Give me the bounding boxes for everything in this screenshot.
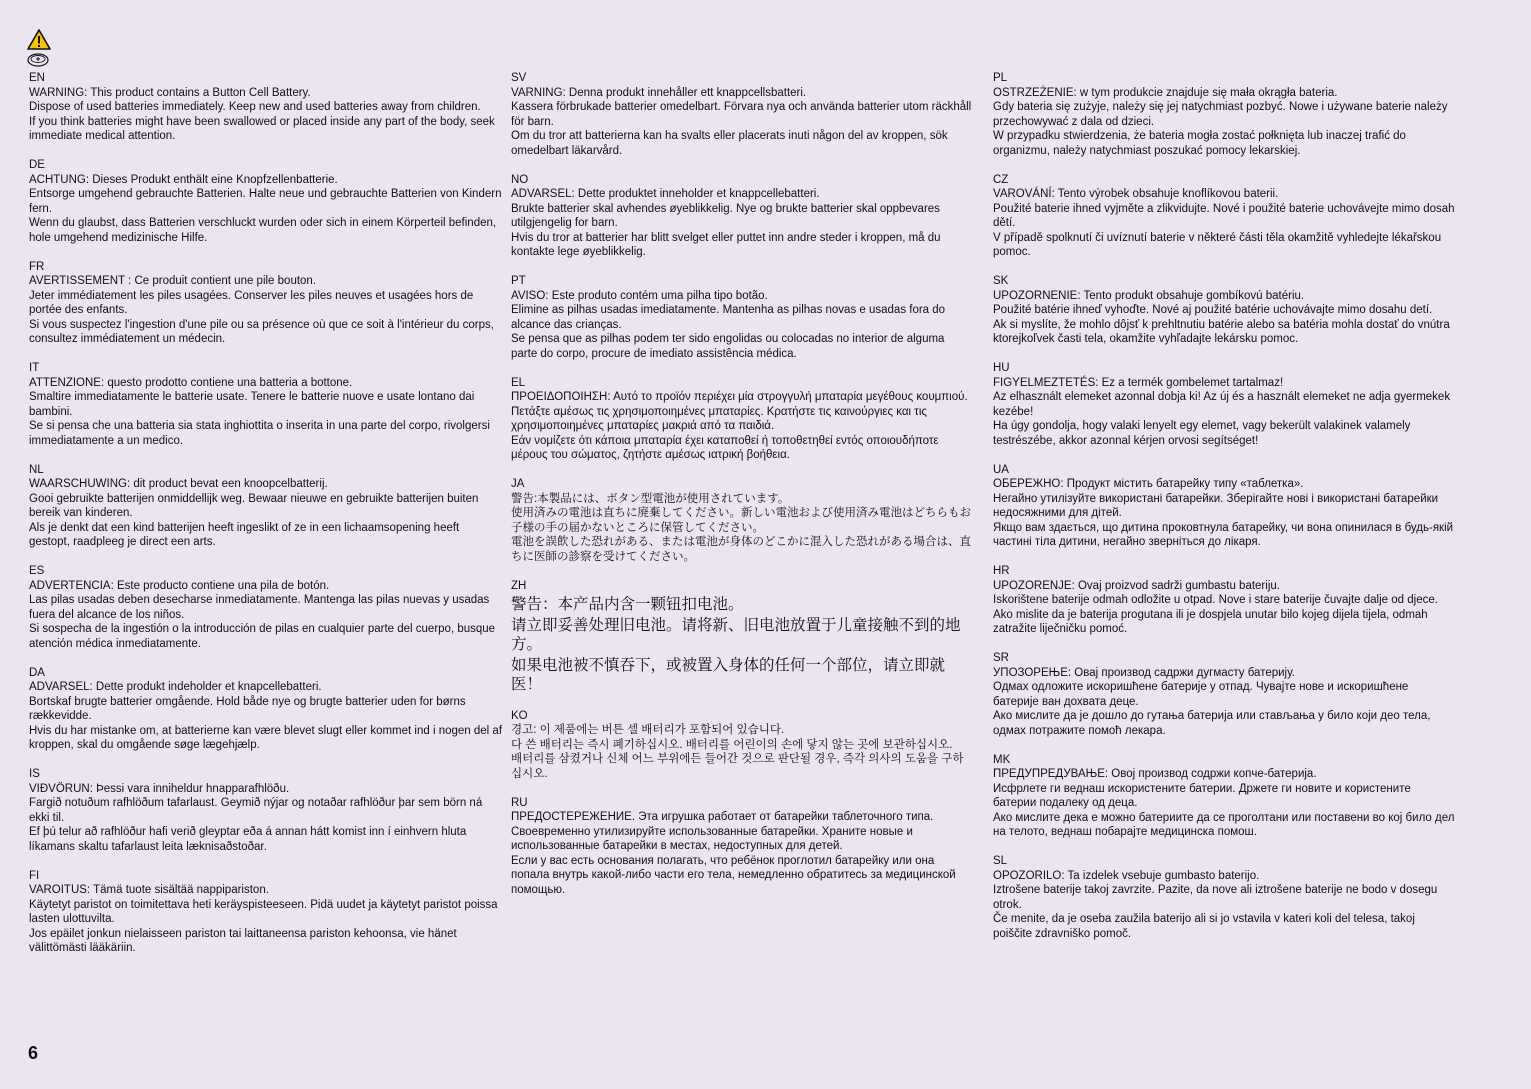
language-code: PL bbox=[993, 72, 1008, 84]
warning-paragraph: VARNING: Denna produkt innehåller ett knappcellsbatteri. bbox=[511, 86, 807, 99]
warning-section-sr bbox=[993, 651, 1455, 738]
warning-paragraph: WAARSCHUWING: dit product bevat een knoopcelbatterij. bbox=[29, 478, 328, 490]
language-code: EN bbox=[29, 72, 45, 84]
warning-section-hr bbox=[993, 564, 1455, 637]
warning-paragraph: 경고: 이 제품에는 버튼 셀 배터리가 포함되어 있습니다. bbox=[511, 724, 785, 736]
warning-paragraph: If you think batteries might have been swallowed or placed inside any part of the body, seek immediate medical attention. bbox=[29, 115, 495, 142]
warning-paragraph: OSTRZEŻENIE: w tym produkcie znajduje się mała okrągła bateria. bbox=[993, 86, 1338, 99]
warning-paragraph: 警告:本製品には、ボタン型電池が使用されています。 bbox=[511, 492, 790, 505]
language-code: UA bbox=[993, 463, 1009, 476]
warning-paragraph: Si sospecha de la ingestión o la introducción de pilas en cualquier parte del cuerpo, busque atención médica inmediatamente. bbox=[29, 623, 496, 650]
warning-paragraph: Ако мислите дека е можно батериите да се проголтани или поставени во кој било дел на телото, веднаш побарајте медицинска помош. bbox=[993, 811, 1455, 838]
warning-paragraph: 请立即妥善处理旧电池。请将新、旧电池放置于儿童接触不到的地方。 bbox=[511, 617, 961, 653]
column-2 bbox=[511, 71, 973, 912]
warning-paragraph: Iztrošene baterije takoj zavrzite. Pazite, da nove ali iztrošene baterije ne bodo v dosegu otrok. bbox=[993, 884, 1438, 911]
language-code: DA bbox=[29, 666, 45, 679]
warning-paragraph: Jos epäilet jonkun nielaisseen pariston tai laittaneensa pariston kehoonsa, vie hänet välittömästi lääkäriin. bbox=[29, 927, 457, 954]
language-code: DE bbox=[29, 159, 45, 171]
warning-section-fr bbox=[29, 260, 503, 347]
warning-section-pt bbox=[511, 274, 973, 361]
language-code: HR bbox=[993, 565, 1010, 577]
warning-paragraph: Als je denkt dat een kind batterijen heeft ingeslikt of ze in een lichaamsopening heeft gestopt, raadpleeg je direct een arts. bbox=[29, 521, 460, 548]
warning-paragraph: ADVARSEL: Dette produktet inneholder et knappcellebatteri. bbox=[511, 188, 820, 200]
warning-paragraph: Bortskaf brugte batterier omgående. Hold både nye og brugte batterier uden for børns rækkevidde. bbox=[29, 695, 466, 722]
warning-paragraph: ПРЕДУПРЕДУВАЊЕ: Овој производ содржи копче-батерија. bbox=[993, 768, 1317, 780]
warning-paragraph: Brukte batterier skal avhendes øyeblikkelig. Nye og brukte batterier skal oppbevares utilgjengelig for barn. bbox=[511, 202, 940, 229]
warning-paragraph: Fargið notuðum rafhlöðum tafarlaust. Geymið nýjar og notaðar rafhlöður þar sem börn ná ekki til. bbox=[29, 797, 483, 824]
warning-paragraph: Käytetyt paristot on toimitettava heti keräyspisteeseen. Pidä uudet ja käytetyt paristot poissa lasten ulottuvilta. bbox=[29, 898, 498, 925]
warning-section-cz bbox=[993, 173, 1455, 260]
language-code: SR bbox=[993, 652, 1009, 664]
warning-paragraph: Elimine as pilhas usadas imediatamente. Mantenha as pilhas novas e usadas fora do alcance das crianças. bbox=[511, 304, 946, 331]
warning-paragraph: Se si pensa che una batteria sia stata inghiottita o inserita in una parte del corpo, rivolgersi immediatamente a un medico. bbox=[29, 420, 490, 447]
warning-paragraph: Своевременно утилизируйте использованные батарейки. Храните новые и использованные батарейки в местах, недоступных для детей. bbox=[511, 825, 913, 852]
warning-paragraph: 배터리를 삼켰거나 신체 어느 부위에든 들어간 것으로 판단될 경우, 즉각 의사의 도움을 구하십시오. bbox=[511, 753, 964, 780]
warning-section-ko bbox=[511, 709, 973, 782]
warning-paragraph: Použité batérie ihneď vyhoďte. Nové aj použité batérie uchovávajte mimo dosahu detí. bbox=[993, 304, 1433, 316]
warning-paragraph: Якщо вам здається, що дитина проковтнула батарейку, чи вона опинилася в будь-якій частині тіла дитини, негайно зверніться до лікаря. bbox=[993, 521, 1454, 548]
language-code: CZ bbox=[993, 173, 1009, 186]
language-code: HU bbox=[993, 362, 1010, 374]
warning-paragraph: Исфрлете ги веднаш искористените батерии. Држете ги новите и користените батерии подалеку од деца. bbox=[993, 782, 1411, 809]
language-code: ES bbox=[29, 565, 45, 577]
warning-triangle-icon bbox=[27, 29, 51, 50]
warning-section-fi bbox=[29, 869, 503, 956]
language-code: EL bbox=[511, 376, 526, 389]
warning-paragraph: Použité baterie ihned vyjměte a zlikvidujte. Nové i použité baterie uchovávejte mimo dosah dětí. bbox=[993, 202, 1455, 229]
warning-section-is bbox=[29, 767, 503, 854]
warning-paragraph: V případě spolknutí či uvíznutí baterie v některé části těla okamžitě vyhledejte lékařskou pomoc. bbox=[993, 231, 1442, 258]
warning-paragraph: VAROITUS: Tämä tuote sisältää nappipariston. bbox=[29, 884, 269, 896]
warning-section-nl bbox=[29, 463, 503, 550]
warning-paragraph: Las pilas usadas deben desecharse inmediatamente. Mantenga las pilas nuevas y usadas fuera del alcance de los niños. bbox=[29, 594, 490, 621]
warning-paragraph: FIGYELMEZTETÉS: Ez a termék gombelemet tartalmaz! bbox=[993, 376, 1284, 389]
warning-section-ua bbox=[993, 463, 1455, 550]
warning-section-ja bbox=[511, 477, 973, 564]
warning-paragraph: Εάν νομίζετε ότι κάποια μπαταρία έχει καταποθεί ή τοποθετηθεί εντός οποιουδήποτε μέρους του σώματος, ζητήστε αμέσως ιατρική βοήθεια. bbox=[511, 434, 939, 461]
warning-paragraph: WARNING: This product contains a Button Cell Battery. bbox=[29, 86, 311, 99]
warning-section-sl bbox=[993, 854, 1455, 941]
warning-section-hu bbox=[993, 361, 1455, 448]
warning-paragraph: Entsorge umgehend gebrauchte Batterien. Halte neue und gebrauchte Batterien von Kindern fern. bbox=[29, 188, 502, 215]
warning-paragraph: ОБЕРЕЖНО: Продукт містить батарейку типу «таблетка». bbox=[993, 478, 1304, 490]
warning-section-sk bbox=[993, 274, 1455, 347]
language-code: MK bbox=[993, 753, 1011, 766]
warning-paragraph: ADVARSEL: Dette produkt indeholder et knapcellebatteri. bbox=[29, 681, 322, 693]
language-code: JA bbox=[511, 478, 525, 490]
warning-paragraph: W przypadku stwierdzenia, że bateria mogła zostać połknięta lub inaczej trafić do organizmu, należy natychmiast poszukać pomocy lekarskiej. bbox=[993, 130, 1406, 157]
language-code: FI bbox=[29, 869, 40, 882]
language-code: SL bbox=[993, 855, 1008, 867]
warning-section-sv bbox=[511, 71, 973, 158]
language-code: PT bbox=[511, 275, 526, 287]
warning-paragraph: Iskorištene baterije odmah odložite u otpad. Nove i stare baterije čuvajte dalje od djece. bbox=[993, 594, 1438, 606]
warning-section-it bbox=[29, 361, 503, 448]
warning-paragraph: Hvis du tror at batterier har blitt svelget eller puttet inn andre steder i kroppen, må du kontakte lege øyeblikkelig. bbox=[511, 231, 941, 258]
language-code: SV bbox=[511, 72, 527, 84]
warning-paragraph: УПОЗОРЕЊЕ: Овај производ садржи дугмасту батерију. bbox=[993, 666, 1295, 679]
warning-paragraph: 如果电池被不慎吞下，或被置入身体的任何一个部位，请立即就医！ bbox=[511, 657, 946, 693]
warning-paragraph: Одмах одложите искоришћене батерије у отпад. Чувајте нове и искоришћене батерије ван дохвата деце. bbox=[993, 681, 1409, 708]
warning-section-pl bbox=[993, 71, 1455, 158]
warning-paragraph: Si vous suspectez l'ingestion d'une pile ou sa présence où que ce soit à l'intérieur du corps, consultez immédiatement un médecin. bbox=[29, 318, 494, 345]
warning-paragraph: Если у вас есть основания полагать, что ребёнок проглотил батарейку или она попала внутрь какой-либо части его тела, немедленно обратитесь за медицинской помощью. bbox=[511, 854, 956, 896]
warning-paragraph: Če menite, da je oseba zaužila baterijo ali si jo vstavila v kateri koli del telesa, takoj poiščite zdravniško pomoč. bbox=[993, 913, 1415, 940]
warning-paragraph: ACHTUNG: Dieses Produkt enthält eine Knopfzellenbatterie. bbox=[29, 173, 338, 186]
warning-section-es bbox=[29, 564, 503, 651]
language-code: RU bbox=[511, 796, 528, 809]
warning-section-el bbox=[511, 376, 973, 463]
warning-paragraph: Πετάξτε αμέσως τις χρησιμοποιημένες μπαταρίες. Κρατήστε τις καινούργιες και τις χρησιμοποιημένες μπαταρίες μακριά από τα παιδιά. bbox=[511, 405, 927, 432]
warning-paragraph: Gooi gebruikte batterijen onmiddellijk weg. Bewaar nieuwe en gebruikte batterijen buiten bereik van kinderen. bbox=[29, 492, 479, 519]
warning-section-zh bbox=[511, 579, 973, 695]
warning-paragraph: Негайно утилізуйте використані батарейки. Зберігайте нові і використані батарейки недосяжними для дітей. bbox=[993, 492, 1439, 519]
column-3 bbox=[993, 71, 1455, 956]
warning-paragraph: Wenn du glaubst, dass Batterien verschluckt wurden oder sich in einem Körperteil befinden, hole umgehend medizinische Hilfe. bbox=[29, 217, 497, 244]
warning-paragraph: Ak si myslíte, že mohlo dôjsť k prehltnutiu batérie alebo sa batéria mohla dostať do vnútra ktorejkoľvek časti tela, okamžite vyhľadajte lekársku pomoc. bbox=[993, 318, 1450, 345]
warning-paragraph: Ако мислите да је дошло до гутања батерија или стављања у било који део тела, одмах потражите помоћ лекара. bbox=[993, 710, 1431, 737]
language-code: KO bbox=[511, 709, 528, 722]
warning-paragraph: Om du tror att batterierna kan ha svalts eller placerats inuti någon del av kroppen, sök omedelbart läkarvård. bbox=[511, 130, 948, 157]
warning-paragraph: 다 쓴 배터리는 즉시 폐기하십시오. 배터리를 어린이의 손에 닿지 않는 곳에 보관하십시오. bbox=[511, 738, 953, 751]
language-code: FR bbox=[29, 260, 45, 273]
warning-paragraph: Gdy bateria się zużyje, należy się jej natychmiast pozbyć. Nowe i używane baterie należy przechowywać z dala od dzieci. bbox=[993, 101, 1448, 128]
warning-paragraph: 電池を誤飲した恐れがある、または電池が身体のどこかに混入した恐れがある場合は、直ちに医師の診察を受けてください。 bbox=[511, 536, 971, 563]
warning-paragraph: Dispose of used batteries immediately. Keep new and used batteries away from children. bbox=[29, 101, 481, 113]
warning-paragraph: AVERTISSEMENT : Ce produit contient une pile bouton. bbox=[29, 275, 317, 287]
language-code: ZH bbox=[511, 579, 527, 592]
warning-paragraph: Ha úgy gondolja, hogy valaki lenyelt egy elemet, vagy bekerült valakinek valamely testrészébe, akkor azonnal kérjen orvosi segítséget! bbox=[993, 420, 1411, 447]
language-code: SK bbox=[993, 275, 1009, 287]
warning-paragraph: VAROVÁNÍ: Tento výrobek obsahuje knoflíkovou baterii. bbox=[993, 188, 1279, 200]
warning-icons bbox=[27, 29, 53, 67]
warning-paragraph: Smaltire immediatamente le batterie usate. Tenere le batterie nuove e usate lontano dai bambini. bbox=[29, 391, 475, 418]
warning-section-de bbox=[29, 158, 503, 245]
language-code: IT bbox=[29, 362, 40, 374]
warning-paragraph: 使用済みの電池は直ちに廃棄してください。新しい電池および使用済み電池はどちらもお子様の手の届かないところに保管してください。 bbox=[511, 507, 971, 534]
column-1 bbox=[29, 71, 503, 970]
warning-paragraph: ПРЕДОСТЕРЕЖЕНИЕ. Эта игрушка работает от батарейки таблеточного типа. bbox=[511, 811, 934, 823]
warning-section-ru bbox=[511, 796, 973, 898]
warning-paragraph: Ako mislite da je baterija progutana ili je dospjela unutar bilo kojeg dijela tijela, odmah zatražite liječničku pomoć. bbox=[993, 608, 1428, 635]
warning-paragraph: UPOZORNENIE: Tento produkt obsahuje gombíkovú batériu. bbox=[993, 289, 1305, 302]
warning-paragraph: UPOZORENJE: Ovaj proizvod sadrži gumbastu bateriju. bbox=[993, 579, 1280, 592]
warning-paragraph: ADVERTENCIA: Este producto contiene una pila de botón. bbox=[29, 579, 330, 592]
language-code: IS bbox=[29, 768, 40, 780]
warning-section-no bbox=[511, 173, 973, 260]
warning-paragraph: Az elhasznált elemeket azonnal dobja ki! Az új és a használt elemeket ne adja gyermekek kezébe! bbox=[993, 391, 1451, 418]
warning-paragraph: 警告：本产品内含一颗钮扣电池。 bbox=[511, 596, 744, 613]
language-code: NL bbox=[29, 463, 44, 476]
warning-paragraph: Ef þú telur að rafhlöður hafi verið gleyptar eða á annan hátt komist inn í einhvern hluta líkamans skaltu tafarlaust leita læknisaðstoðar. bbox=[29, 826, 467, 853]
warning-paragraph: Hvis du har mistanke om, at batterierne kan være blevet slugt eller kommet ind i nogen del af kroppen, skal du omgående søge lægehjælp. bbox=[29, 724, 503, 751]
button-cell-battery-icon bbox=[27, 53, 49, 67]
warning-paragraph: VIÐVÖRUN: Þessi vara inniheldur hnapparafhlöðu. bbox=[29, 782, 290, 795]
language-code: NO bbox=[511, 173, 529, 186]
warning-section-en bbox=[29, 71, 503, 144]
warning-paragraph: ΠΡΟΕΙΔΟΠΟΙΗΣΗ: Αυτό το προϊόν περιέχει μία στρογγυλή μπαταρία μεγέθους κουμπιού. bbox=[511, 391, 968, 403]
warning-paragraph: Kassera förbrukade batterier omedelbart. Förvara nya och använda batterier utom räckhåll för barn. bbox=[511, 101, 972, 128]
warning-section-da bbox=[29, 666, 503, 753]
warning-paragraph: AVISO: Este produto contém uma pilha tipo botão. bbox=[511, 289, 768, 302]
warning-paragraph: ATTENZIONE: questo prodotto contiene una batteria a bottone. bbox=[29, 376, 353, 389]
warning-paragraph: OPOZORILO: Ta izdelek vsebuje gumbasto baterijo. bbox=[993, 869, 1260, 882]
warning-section-mk bbox=[993, 753, 1455, 840]
warning-paragraph: Se pensa que as pilhas podem ter sido engolidas ou colocadas no interior de alguma parte do corpo, procure de imediato assistência médica. bbox=[511, 333, 945, 360]
page-number: 6 bbox=[28, 1043, 39, 1063]
warning-paragraph: Jeter immédiatement les piles usagées. Conserver les piles neuves et usagées hors de portée des enfants. bbox=[29, 289, 474, 316]
